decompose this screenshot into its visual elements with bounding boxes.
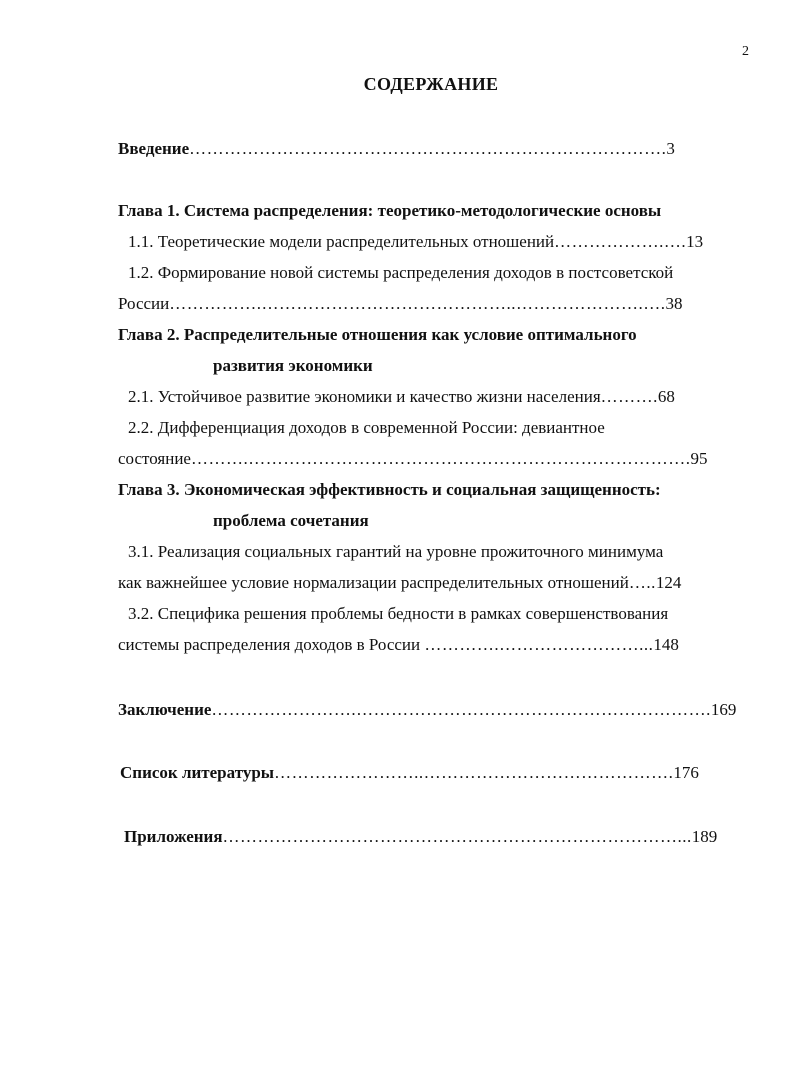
toc-label: 2.1. Устойчивое развитие экономики и качество жизни населения	[128, 387, 601, 406]
chapter-heading-line-1: Глава 3. Экономическая эффективность и социальная защищенность:	[118, 480, 661, 499]
toc-label: как важнейшее условие нормализации распределительных отношений	[118, 573, 629, 592]
toc-label: системы распределения доходов в России	[118, 635, 425, 654]
toc-label-line-1: 2.2. Дифференциация доходов в современной России: девиантное	[128, 418, 605, 437]
chapter-heading-line-2: проблема сочетания	[213, 511, 369, 530]
toc-label: 1.1. Теоретические модели распределительных отношений	[128, 232, 555, 251]
toc-label-line-1: 3.2. Специфика решения проблемы бедности в рамках совершенствования	[128, 604, 669, 623]
toc-page: 148	[653, 635, 679, 654]
toc-label: Список литературы	[120, 763, 275, 782]
toc-page: 176	[673, 763, 699, 782]
leader-dots: ………….……………………...	[424, 635, 654, 654]
toc-label: Введение	[118, 139, 190, 158]
toc-entry-introduction[interactable]	[118, 138, 675, 160]
toc-label-line-1: 1.2. Формирование новой системы распределения доходов в постсоветской	[128, 263, 674, 282]
leader-dots: ……………….….	[554, 232, 687, 251]
toc-entry-conclusion[interactable]	[118, 699, 736, 721]
toc-page: 169	[710, 700, 737, 719]
toc-page: 38	[665, 294, 683, 313]
toc-label: Приложения	[124, 827, 223, 846]
toc-page: 95	[690, 449, 708, 468]
leader-dots: ……………………………………………………………………...	[222, 827, 692, 846]
toc-label: состояние	[118, 449, 191, 468]
toc-label-line-2	[118, 572, 681, 594]
leader-dots: ……………………………………………………………………….	[189, 139, 667, 158]
toc-label-line-2	[118, 448, 707, 470]
toc-entry-appendices[interactable]	[124, 826, 717, 848]
page-number: 2	[742, 44, 749, 59]
toc-label-line-1: 3.1. Реализация социальных гарантий на уровне прожиточного минимума	[128, 542, 664, 561]
leader-dots: …………………….…………………………………………………….	[211, 700, 711, 719]
toc-entry-bibliography[interactable]	[120, 762, 699, 784]
toc-label: Заключение	[118, 700, 212, 719]
toc-page: 3	[666, 139, 675, 158]
toc-chapter-1-heading[interactable]: Глава 1. Система распределения: теоретико-методологические основы	[118, 201, 662, 220]
chapter-heading-line-1: Глава 2. Распределительные отношения как условие оптимального	[118, 325, 637, 344]
leader-dots: ……….	[600, 387, 658, 406]
page-title: СОДЕРЖАНИЕ	[363, 74, 499, 94]
toc-page: 124	[655, 573, 682, 592]
leader-dots: …..	[628, 573, 656, 592]
leader-dots: …………….……………………………………..………………….….	[169, 294, 666, 313]
toc-label: России	[118, 294, 170, 313]
toc-page: 68	[657, 387, 675, 406]
toc-label-line-2	[118, 293, 683, 315]
toc-entry-1-1[interactable]	[128, 231, 703, 253]
toc-page: 13	[686, 232, 704, 251]
chapter-heading-line-2: развития экономики	[213, 356, 373, 375]
toc-entry-2-1[interactable]	[128, 386, 675, 408]
leader-dots: ……………………..…………………………………….	[274, 763, 674, 782]
toc-label-line-2	[118, 634, 679, 656]
toc-page: 189	[691, 827, 718, 846]
leader-dots: ……….………………………………………………………………….	[190, 449, 691, 468]
